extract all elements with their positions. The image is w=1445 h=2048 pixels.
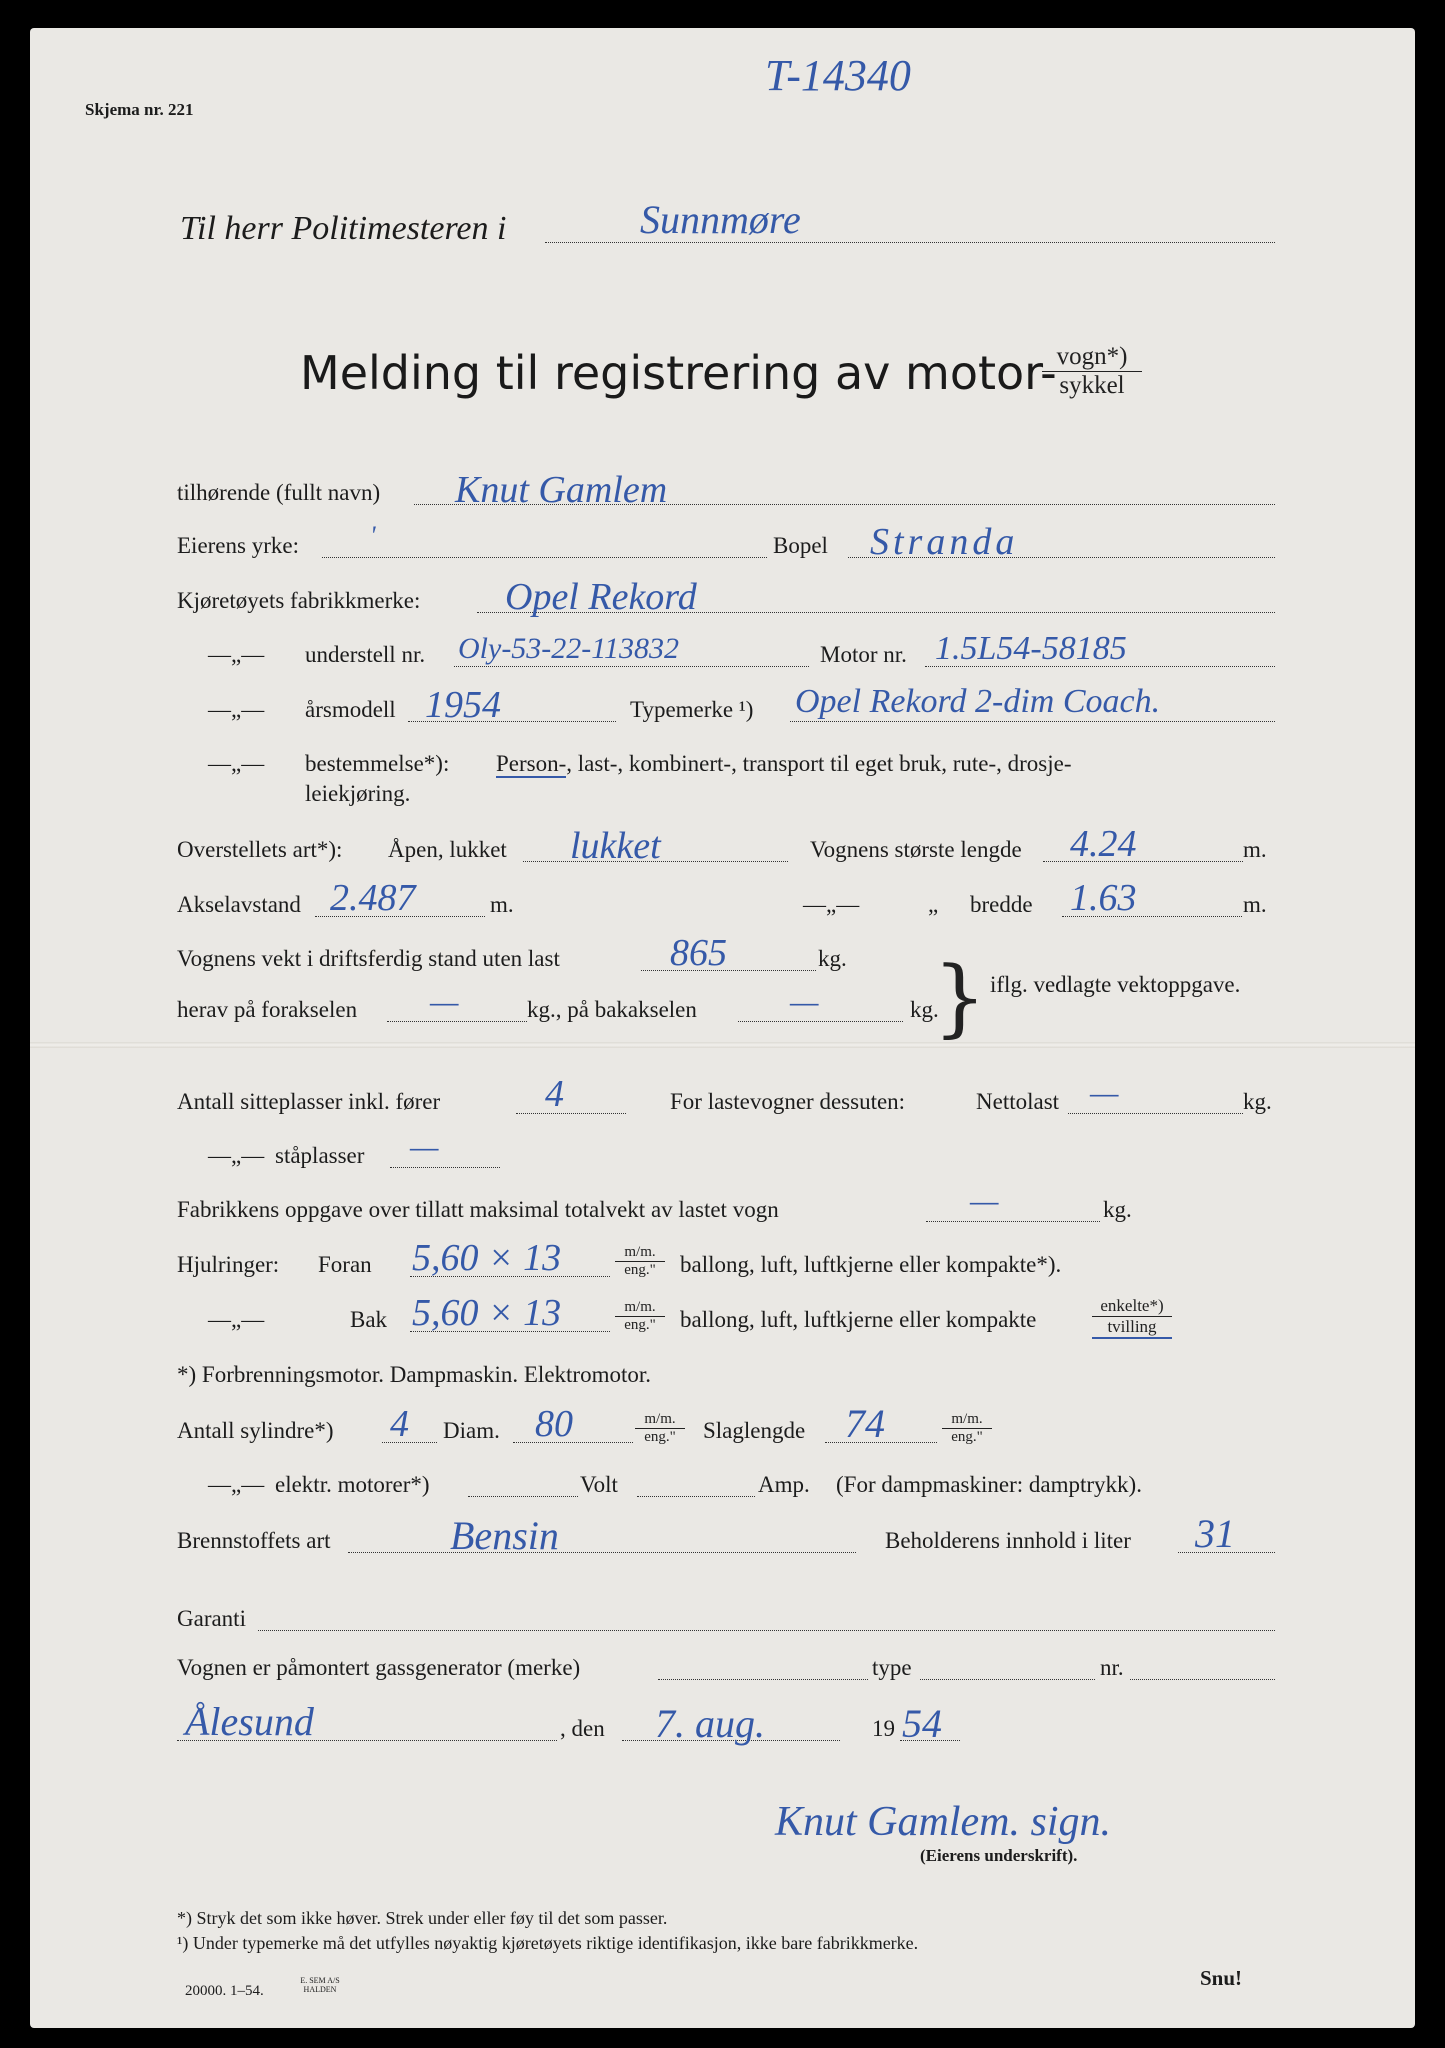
owner-label: tilhørende (fullt navn) xyxy=(177,480,381,505)
date-value: 7. aug. xyxy=(655,1701,765,1746)
form-number: Skjema nr. 221 xyxy=(85,100,194,119)
ditto-year: —„— xyxy=(208,697,265,722)
rear-axle-label: kg., på bakakselen xyxy=(527,997,697,1022)
weight-line xyxy=(641,970,816,971)
place-value: Ålesund xyxy=(185,1699,314,1744)
weight-brace: } xyxy=(933,948,987,1046)
ditto-standing: —„— xyxy=(208,1143,265,1168)
fold-crease xyxy=(30,1042,1415,1048)
amp-label: Amp. xyxy=(758,1472,810,1497)
diam-unit: m/m. eng." xyxy=(635,1411,685,1446)
make-value: Opel Rekord xyxy=(505,576,697,618)
print-number: 20000. 1–54. xyxy=(185,1983,264,1999)
cylinders-label: Antall sylindre*) xyxy=(177,1418,334,1443)
body-options: Åpen, lukket xyxy=(388,837,507,862)
diam-label: Diam. xyxy=(443,1418,500,1443)
elmotor-line xyxy=(468,1496,578,1497)
rear-axle-unit: kg. xyxy=(910,997,939,1022)
handwritten-reference: T-14340 xyxy=(765,51,911,100)
standing-line xyxy=(390,1167,500,1168)
volt-line xyxy=(637,1496,755,1497)
front-axle-line xyxy=(387,1021,527,1022)
diam-line xyxy=(513,1442,633,1443)
tyres-label: Hjulringer: xyxy=(177,1252,280,1277)
length-value: 4.24 xyxy=(1070,823,1137,865)
motor-label: Motor nr. xyxy=(820,642,907,667)
occupation-line xyxy=(322,557,767,558)
residence-label: Bopel xyxy=(773,533,828,558)
title-option: vogn*) sykkel xyxy=(1042,343,1142,400)
gasgen-no-label: nr. xyxy=(1100,1655,1124,1680)
gasgen-line xyxy=(658,1679,868,1680)
purpose-options: , last-, kombinert-, transport til eget bruk, rute-, drosje- xyxy=(566,751,1072,776)
front-tyre-label: Foran xyxy=(318,1252,372,1277)
gasgen-no-line xyxy=(1130,1679,1275,1680)
weight-value: 865 xyxy=(670,932,727,974)
fuel-line xyxy=(348,1552,856,1553)
date-label: , den xyxy=(560,1716,605,1741)
year-model-value: 1954 xyxy=(425,684,501,726)
rear-tyre-unit: m/m. eng." xyxy=(615,1299,665,1334)
front-tyre-value: 5,60 × 13 xyxy=(412,1237,562,1279)
ditto-quote: „ xyxy=(928,892,939,917)
addressee-value: Sunnmøre xyxy=(640,197,801,242)
type-line xyxy=(790,721,1275,722)
netload-value: — xyxy=(1090,1074,1119,1110)
form-title: Melding til registrering av motor- xyxy=(300,346,1057,400)
signature-label: (Eierens underskrift). xyxy=(920,1846,1078,1865)
occupation-value: ' xyxy=(370,521,376,550)
chassis-line xyxy=(454,666,809,667)
ditto-rear-tyre: —„— xyxy=(208,1307,265,1332)
rear-axle-line xyxy=(738,1021,903,1022)
stroke-value: 74 xyxy=(845,1401,885,1446)
motor-value: 1.5L54-58185 xyxy=(935,630,1127,667)
elmotor-label: elektr. motorer*) xyxy=(275,1472,430,1497)
weight-label: Vognens vekt i driftsferdig stand uten last xyxy=(177,946,560,971)
year-suffix: 54 xyxy=(902,1701,942,1746)
width-value: 1.63 xyxy=(1070,877,1137,919)
turn-over-note: Snu! xyxy=(1200,1966,1243,1990)
stroke-label: Slaglengde xyxy=(703,1418,806,1443)
guarantee-label: Garanti xyxy=(177,1606,246,1631)
tank-label: Beholderens innhold i liter xyxy=(885,1528,1131,1553)
length-label: Vognens største lengde xyxy=(810,837,1022,862)
weight-unit: kg. xyxy=(818,946,847,971)
body-label: Overstellets art*): xyxy=(177,837,343,862)
seats-label: Antall sitteplasser inkl. fører xyxy=(177,1089,441,1114)
ditto-width: —„— xyxy=(803,892,860,917)
owner-value: Knut Gamlem xyxy=(455,469,668,511)
maxweight-value: — xyxy=(970,1182,999,1218)
maxweight-label: Fabrikkens oppgave over tillatt maksimal totalvekt av lastet vogn xyxy=(177,1197,779,1222)
chassis-value: Oly-53-22-113832 xyxy=(458,632,680,665)
gasgen-type-label: type xyxy=(872,1655,912,1680)
wheelbase-label: Akselavstand xyxy=(177,892,301,917)
guarantee-line xyxy=(258,1630,1275,1631)
netload-line xyxy=(1068,1113,1243,1114)
chassis-label: understell nr. xyxy=(305,642,426,667)
footnote-2: ¹) Under typemerke må det utfylles nøyaktig kjøretøyets riktige identifikasjon, ikke bare fabrikkmerke. xyxy=(177,1933,919,1953)
body-value: lukket xyxy=(570,825,661,867)
ditto-elmotor: —„— xyxy=(208,1472,265,1497)
seats-line xyxy=(516,1113,626,1114)
front-axle-value: — xyxy=(430,983,459,1019)
front-axle-label: herav på forakselen xyxy=(177,997,358,1022)
lorry-label: For lastevogner dessuten: xyxy=(670,1089,906,1114)
purpose-line2: leiekjøring. xyxy=(305,781,411,806)
rear-tyre-types: ballong, luft, luftkjerne eller kompakte xyxy=(680,1307,1037,1332)
purpose-value xyxy=(496,751,1072,777)
front-tyre-unit: m/m. eng." xyxy=(615,1244,665,1279)
ditto-purpose: —„— xyxy=(208,751,265,776)
volt-label: Volt xyxy=(580,1472,618,1497)
width-unit: m. xyxy=(1243,892,1267,917)
purpose-selected: Person- xyxy=(496,751,567,776)
make-label: Kjøretøyets fabrikkmerke: xyxy=(177,588,421,613)
rear-axle-value: — xyxy=(790,983,819,1019)
printer-mark: E. SEM A/S HALDEN xyxy=(300,1976,340,1994)
weight-note: iflg. vedlagte vektoppgave. xyxy=(990,972,1241,997)
width-label: bredde xyxy=(970,892,1033,917)
residence-value: Stranda xyxy=(870,521,1019,563)
purpose-label: bestemmelse*): xyxy=(305,751,450,776)
rear-tyre-label: Bak xyxy=(350,1307,388,1332)
netload-unit: kg. xyxy=(1243,1089,1272,1114)
standing-label: ståplasser xyxy=(275,1143,365,1168)
maxweight-unit: kg. xyxy=(1103,1197,1132,1222)
rear-tyre-value: 5,60 × 13 xyxy=(412,1292,562,1334)
diam-value: 80 xyxy=(535,1403,573,1445)
netload-label: Nettolast xyxy=(976,1089,1060,1114)
addressee-label: Til herr Politimesteren i xyxy=(180,210,507,247)
single-twin-option: enkelte*) tvilling xyxy=(1092,1296,1172,1339)
signature-value: Knut Gamlem. sign. xyxy=(775,1799,1111,1845)
front-tyre-types: ballong, luft, luftkjerne eller kompakte*). xyxy=(680,1252,1062,1277)
occupation-label: Eierens yrke: xyxy=(177,533,299,558)
stroke-unit: m/m. eng." xyxy=(942,1411,992,1446)
footnote-1: *) Stryk det som ikke høver. Strek under eller føy til det som passer. xyxy=(177,1908,668,1928)
fuel-label: Brennstoffets art xyxy=(177,1528,331,1553)
year-model-label: årsmodell xyxy=(305,697,396,722)
type-value: Opel Rekord 2-dim Coach. xyxy=(795,683,1161,720)
tank-value: 31 xyxy=(1195,1511,1235,1556)
maxweight-line xyxy=(926,1221,1100,1222)
standing-value: — xyxy=(410,1128,439,1164)
cylinders-value: 4 xyxy=(390,1403,409,1445)
wheelbase-unit: m. xyxy=(490,892,514,917)
gasgen-label: Vognen er påmontert gassgenerator (merke) xyxy=(177,1655,581,1680)
fuel-value: Bensin xyxy=(450,1513,559,1558)
wheelbase-value: 2.487 xyxy=(330,877,416,919)
gasgen-type-line xyxy=(920,1679,1095,1680)
length-unit: m. xyxy=(1243,837,1267,862)
steam-label: (For dampmaskiner: damptrykk). xyxy=(836,1472,1142,1497)
ditto-chassis: —„— xyxy=(208,642,265,667)
year-prefix: 19 xyxy=(872,1716,895,1741)
type-label: Typemerke ¹) xyxy=(630,697,754,722)
form-sheet xyxy=(30,28,1415,2028)
engine-types: *) Forbrenningsmotor. Dampmaskin. Elektromotor. xyxy=(177,1362,652,1387)
seats-value: 4 xyxy=(545,1073,564,1115)
